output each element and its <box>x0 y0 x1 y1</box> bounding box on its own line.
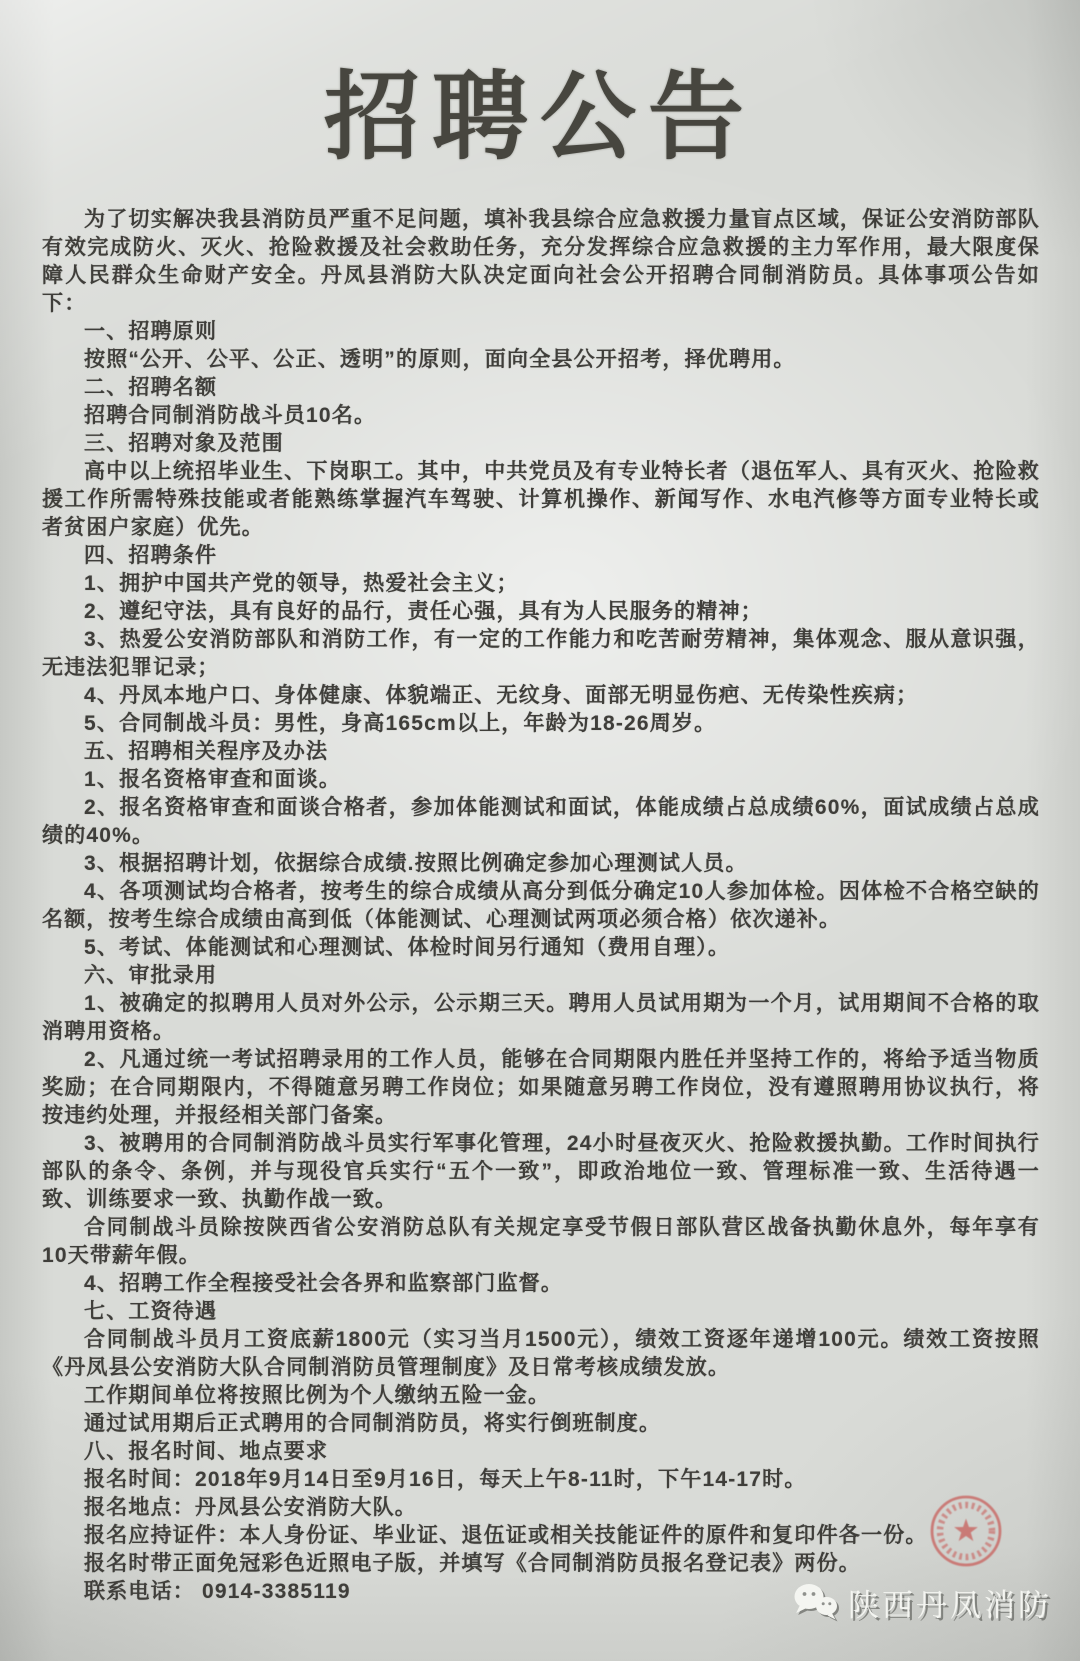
paragraph: 1、被确定的拟聘用人员对外公示，公示期三天。聘用人员试用期为一个月，试用期间不合格的取消聘用资格。 <box>42 992 1040 1043</box>
paragraph: 七、工资待遇 <box>84 1300 218 1323</box>
paragraph: 3、热爱公安消防部队和消防工作，有一定的工作能力和吃苦耐劳精神，集体观念、服从意识强，无违法犯罪记录； <box>42 628 1040 679</box>
paragraph: 3、被聘用的合同制消防战斗员实行军事化管理，24小时昼夜灭火、抢险救援执勤。工作时间执行部队的条令、条例，并与现役官兵实行“五个一致”，即政治地位一致、管理标准一致、生活待遇一致、训练要求一致、执勤作战一致。 <box>42 1132 1040 1211</box>
paragraph: 联系电话： 0914-3385119 <box>84 1580 351 1603</box>
official-seal <box>925 1490 1007 1572</box>
star-icon <box>954 1519 978 1542</box>
paragraph: 5、合同制战斗员：男性，身高165cm以上，年龄为18-26周岁。 <box>84 712 717 735</box>
wechat-icon <box>793 1582 839 1624</box>
paragraph: 报名地点：丹凤县公安消防大队。 <box>84 1496 417 1519</box>
paragraph: 五、招聘相关程序及办法 <box>84 740 329 763</box>
paragraph: 三、招聘对象及范围 <box>84 432 284 455</box>
paragraph: 报名时间：2018年9月14日至9月16日，每天上午8-11时，下午14-17时。 <box>84 1468 807 1491</box>
document-body <box>42 206 1040 1606</box>
paragraph: 4、各项测试均合格者，按考生的综合成绩从高分到低分确定10人参加体检。因体检不合格空缺的名额，按考生综合成绩由高到低（体能测试、心理测试两项必须合格）依次递补。 <box>42 880 1040 931</box>
paragraph: 一、招聘原则 <box>84 320 218 343</box>
paragraph: 5、考试、体能测试和心理测试、体检时间另行通知（费用自理）。 <box>84 936 731 959</box>
paragraph: 合同制战斗员除按陕西省公安消防总队有关规定享受节假日部队营区战备执勤休息外，每年享有10天带薪年假。 <box>42 1216 1040 1267</box>
paragraph: 1、报名资格审查和面谈。 <box>84 768 342 791</box>
paragraph: 2、报名资格审查和面谈合格者，参加体能测试和面试，体能成绩占总成绩60%，面试成绩占总成绩的40%。 <box>42 796 1040 847</box>
paragraph: 按照“公开、公平、公正、透明”的原则，面向全县公开招考，择优聘用。 <box>84 348 796 371</box>
paragraph: 4、丹凤本地户口、身体健康、体貌端正、无纹身、面部无明显伤疤、无传染性疾病； <box>84 684 919 707</box>
paragraph: 报名时带正面免冠彩色近照电子版，并填写《合同制消防员报名登记表》两份。 <box>84 1552 861 1575</box>
paragraph: 六、审批录用 <box>84 964 218 987</box>
paragraph: 4、招聘工作全程接受社会各界和监察部门监督。 <box>84 1272 564 1295</box>
wechat-watermark <box>793 1580 1052 1625</box>
paragraph: 八、报名时间、地点要求 <box>84 1440 329 1463</box>
paragraph: 合同制战斗员月工资底薪1800元（实习当月1500元），绩效工资逐年递增100元。绩效工资按照《丹凤县公安消防大队合同制消防员管理制度》及日常考核成绩发放。 <box>42 1328 1040 1379</box>
paragraph: 1、拥护中国共产党的领导，热爱社会主义； <box>84 572 519 595</box>
paragraph: 工作期间单位将按照比例为个人缴纳五险一金。 <box>84 1384 551 1407</box>
paragraph: 二、招聘名额 <box>84 376 218 399</box>
paragraph: 通过试用期后正式聘用的合同制消防员，将实行倒班制度。 <box>84 1412 662 1435</box>
paragraph: 为了切实解决我县消防员严重不足问题，填补我县综合应急救援力量盲点区域，保证公安消防部队有效完成防火、灭火、抢险救援及社会救助任务，充分发挥综合应急救援的主力军作用，最大限度保障人民群众生命财产安全。丹凤县消防大队决定面向社会公开招聘合同制消防员。具体事项公告如下： <box>42 208 1040 315</box>
paragraph: 招聘合同制消防战斗员10名。 <box>84 404 377 427</box>
page-title: 招聘公告 <box>324 64 756 171</box>
paragraph: 报名应持证件：本人身份证、毕业证、退伍证或相关技能证件的原件和复印件各一份。 <box>84 1524 928 1547</box>
paragraph: 2、凡通过统一考试招聘录用的工作人员，能够在合同期限内胜任并坚持工作的，将给予适当物质奖励；在合同期限内，不得随意另聘工作岗位；如果随意另聘工作岗位，没有遵照聘用协议执行，将按违约处理，并报经相关部门备案。 <box>42 1048 1040 1127</box>
paragraph: 高中以上统招毕业生、下岗职工。其中，中共党员及有专业特长者（退伍军人、具有灭火、抢险救援工作所需特殊技能或者能熟练掌握汽车驾驶、计算机操作、新闻写作、水电汽修等方面专业特长或者贫困户家庭）优先。 <box>42 460 1040 539</box>
watermark-text: 陕西丹凤消防 <box>848 1588 1052 1623</box>
paragraph: 四、招聘条件 <box>84 544 218 567</box>
paragraph: 3、根据招聘计划，依据综合成绩.按照比例确定参加心理测试人员。 <box>84 852 748 875</box>
paragraph: 2、遵纪守法，具有良好的品行，责任心强，具有为人民服务的精神； <box>84 600 763 623</box>
